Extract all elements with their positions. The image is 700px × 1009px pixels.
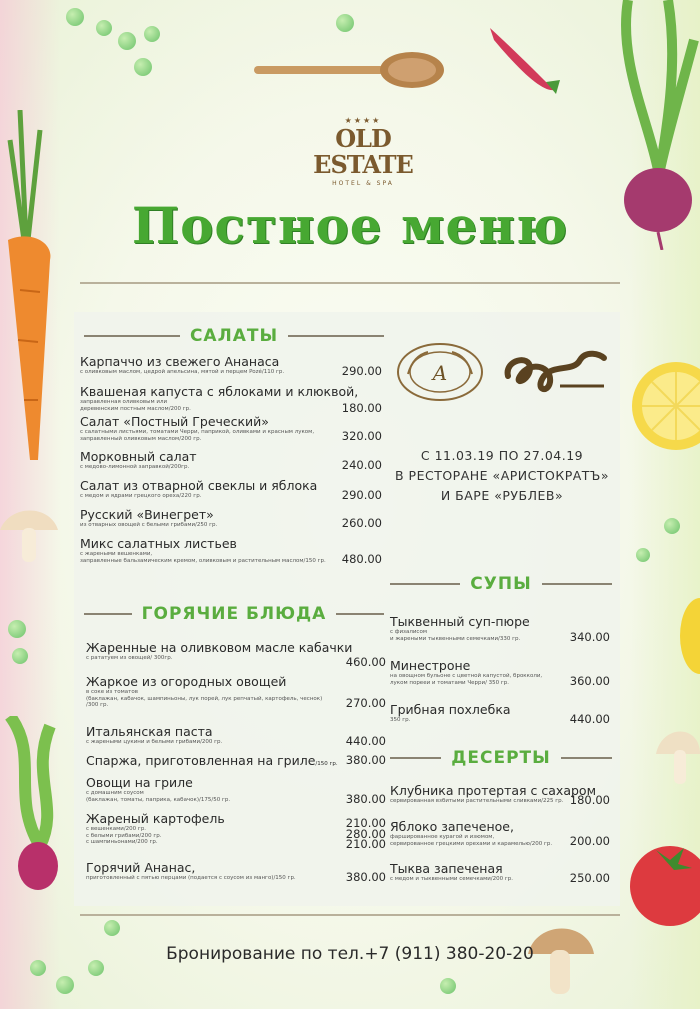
item-desc: с медово-лимонной заправкой/200гр. (80, 464, 190, 470)
item-price: 360.00 (569, 674, 610, 688)
item-name: Квашеная капуста с яблоками и клюквой, (80, 384, 359, 399)
item-price: 320.00 (341, 429, 382, 443)
promo-line1: С 11.03.19 ПО 27.04.19 (420, 448, 584, 463)
menu-item (80, 414, 382, 442)
menu-item (390, 783, 610, 805)
item-name: Салат из отварной свеклы и яблока (80, 478, 318, 493)
item-price: 200.00 (569, 834, 610, 848)
item-name: Русский «Винегрет» (80, 507, 214, 522)
pea-icon (134, 58, 152, 76)
item-desc: в соке из томатов (баклажан, кабачок, шампиньоны, лук порей, лук репчатый, картофель, чеснок) /300 гр. (86, 689, 323, 708)
item-name: Минестроне (390, 658, 471, 673)
menu-item (86, 674, 386, 709)
pea-icon (104, 920, 120, 936)
lemon-icon (676, 596, 700, 676)
promo-line2: В РЕСТОРАНЕ «АРИСТОКРАТЪ» (395, 468, 609, 483)
logo-sub: HOTEL & SPA (332, 180, 394, 187)
item-price: 280.00 (345, 827, 386, 841)
section-title: ДЕСЕРТЫ (451, 748, 551, 768)
item-desc: сервированная взбитыми растительными сливками/225 гр. (390, 798, 564, 804)
section-heading-hot (84, 604, 384, 624)
item-desc: заправленная оливковым или деревенским постным маслом/200 гр. (80, 399, 191, 412)
pea-icon (118, 32, 136, 50)
item-price: 480.00 (341, 552, 382, 566)
section-title: СУПЫ (470, 574, 532, 594)
heading-rule (336, 613, 384, 615)
item-name: Салат «Постный Греческий» (80, 414, 269, 429)
item-desc: на овощном бульоне с цветной капустой, брокколи, луком порееи и томатами Черри/ 350 гр. (390, 673, 543, 686)
item-desc: фаршированное курагой и изюмом, сервированное грецкими орехами и карамелью/200 гр. (390, 834, 553, 847)
promo-text (386, 446, 618, 506)
item-name (86, 753, 386, 772)
item-desc: с рататуем из овощей/ 300гр. (86, 655, 173, 661)
item-price: 210.00 (345, 837, 386, 851)
item-price: 290.00 (341, 364, 382, 378)
heading-rule (390, 757, 441, 759)
section-heading-desserts (390, 748, 612, 768)
item-name: Горячий Ананас, (86, 860, 196, 875)
menu-item (86, 753, 386, 772)
item-name: Морковный салат (80, 449, 197, 464)
item-price: 180.00 (569, 793, 610, 807)
pea-icon (96, 20, 112, 36)
menu-item (80, 507, 382, 529)
item-name: Яблоко запеченое, (390, 819, 514, 834)
item-desc: с вешенками/200 гр. с белыми грибами/200 гр. с шампиньонами/200 гр. (86, 826, 162, 845)
item-price: 440.00 (345, 734, 386, 748)
item-name: Жареный картофель (86, 811, 225, 826)
pea-icon (56, 976, 74, 994)
menu-item (80, 536, 382, 564)
item-name: Тыква запеченая (390, 861, 503, 876)
menu-item (390, 614, 610, 642)
logo-stars: ★★★★ (344, 116, 382, 125)
pea-icon (144, 26, 160, 42)
section-heading-soups (390, 574, 612, 594)
section-title: САЛАТЫ (189, 326, 279, 346)
item-desc: с физалисом и жареными тыквенными семечками/330 гр. (390, 629, 521, 642)
heading-rule (84, 613, 132, 615)
item-name-text: Спаржа, приготовленная на гриле (86, 753, 316, 768)
item-desc: с медом и ядрами грецкого ореха/220 гр. (80, 493, 202, 499)
divider (80, 282, 620, 284)
heading-rule (561, 757, 612, 759)
menu-item (390, 702, 610, 724)
logo-line1: OLD (335, 124, 391, 153)
menu-item (86, 640, 386, 669)
menu-item (390, 861, 610, 883)
item-price: 260.00 (341, 516, 382, 530)
pea-icon (8, 620, 26, 638)
menu-item (390, 819, 610, 847)
menu-item (86, 860, 386, 882)
page-title: Постное меню (131, 196, 569, 255)
item-desc: приготовленный с пятью перцами (подается с соусом из манго)/150 гр. (86, 875, 296, 881)
radish-icon (0, 716, 80, 896)
item-name: Итальянская паста (86, 724, 213, 739)
pea-icon (336, 14, 354, 32)
logo-line2: ESTATE (313, 150, 413, 179)
menu-item (390, 658, 610, 686)
item-price: 380.00 (345, 753, 386, 767)
heading-rule (390, 583, 460, 585)
booking-phone: Бронирование по тел.+7 (911) 380-20-20 (166, 944, 534, 964)
item-price: 180.00 (341, 401, 382, 415)
item-name: Овощи на гриле (86, 775, 193, 790)
item-price: 440.00 (569, 712, 610, 726)
promo-line3: И БАРЕ «РУБЛЕВ» (440, 488, 564, 503)
item-price: 380.00 (345, 792, 386, 806)
menu-item (86, 811, 386, 851)
item-name: Грибная похлебка (390, 702, 511, 717)
pea-icon (664, 518, 680, 534)
lemon-icon (628, 356, 700, 456)
divider (80, 914, 620, 916)
item-name: Жаренные на оливковом масле кабачки (86, 640, 353, 655)
heading-rule (542, 583, 612, 585)
emblem-letter: A (432, 361, 448, 385)
item-desc: с оливковым маслом, цедрой апельсина, мятой и перцем Pozé/110 гр. (80, 369, 285, 375)
item-desc: /150 гр. (315, 761, 338, 767)
item-price: 380.00 (345, 870, 386, 884)
section-title: ГОРЯЧИЕ БЛЮДА (141, 604, 327, 624)
item-price: 250.00 (569, 871, 610, 885)
item-price: 290.00 (341, 488, 382, 502)
item-desc: с домашним соусом (баклажан, томаты, паприка, кабачок)/175/50 гр. (86, 790, 231, 803)
restaurant-emblem-icon (394, 340, 486, 404)
item-price: 460.00 (345, 655, 386, 669)
pea-icon (12, 648, 28, 664)
item-name: Тыквенный суп-пюре (390, 614, 530, 629)
item-desc: 350 гр. (390, 717, 411, 723)
menu-item (86, 775, 386, 806)
item-desc: с салатными листьями, томатами Черри, паприкой, оливками и красным луком, заправленный оливковым маслом/200 гр. (80, 429, 315, 442)
menu-item (80, 384, 382, 415)
item-price: 210.00 (345, 816, 386, 830)
item-price: 240.00 (341, 458, 382, 472)
pea-icon (440, 978, 456, 994)
menu-item (80, 478, 382, 500)
heading-rule (84, 335, 180, 337)
logo (300, 116, 426, 208)
item-price: 340.00 (569, 630, 610, 644)
item-desc: с медом и тыквенными семечками/200 гр. (390, 876, 514, 882)
heading-rule (288, 335, 384, 337)
section-heading-salads (84, 326, 384, 346)
radish-icon (484, 20, 564, 100)
item-name: Жаркое из огородных овощей (86, 674, 287, 689)
mushroom-icon (652, 720, 700, 790)
mushroom-icon (0, 500, 60, 570)
tomato-icon (626, 836, 700, 936)
pea-icon (636, 548, 650, 562)
item-name: Клубника протертая с сахаром (390, 783, 596, 798)
menu-item (80, 354, 382, 376)
menu-item (80, 449, 382, 471)
item-name: Карпаччо из свежего Ананаса (80, 354, 280, 369)
carrot-icon (0, 110, 70, 470)
spoon-icon (250, 48, 450, 98)
item-name: Микс салатных листьев (80, 536, 237, 551)
pea-icon (66, 8, 84, 26)
item-desc: из отварных овощей с белыми грибами/250 гр. (80, 522, 218, 528)
item-price: 270.00 (345, 696, 386, 710)
item-desc: с жареными вешенками, заправленные бальзамическим кремом, оливковым и растительным маслом/150 гр. (80, 551, 326, 564)
bar-monogram-icon (500, 346, 610, 398)
item-desc: с жареными цукини и белыми грибами/200 гр. (86, 739, 223, 745)
menu-item (86, 724, 386, 746)
